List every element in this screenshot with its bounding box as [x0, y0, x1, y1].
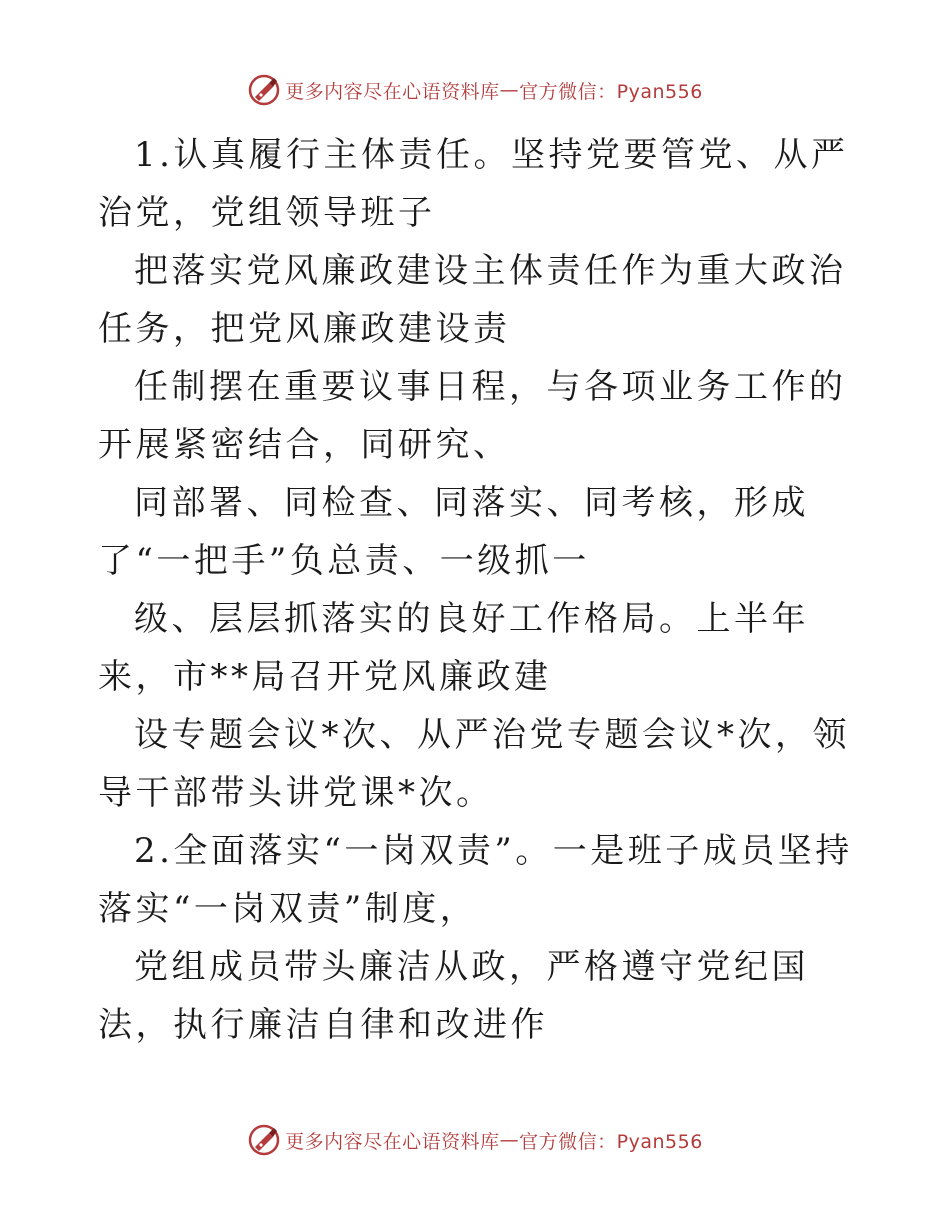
- pen-nib-logo-icon: [247, 1123, 281, 1157]
- paragraph: 2.全面落实“一岗双责”。一是班子成员坚持落实“一岗双责”制度，: [98, 831, 853, 929]
- banner-text: 更多内容尽在心语资料库: [285, 1130, 500, 1153]
- paragraph: 级、层层抓落实的良好工作格局。上半年来，市**局召开党风廉政建: [98, 599, 809, 697]
- paragraph: 1.认真履行主体责任。坚持党要管党、从严治党，党组领导班子: [98, 135, 849, 233]
- paragraph: 设专题会议*次、从严治党专题会议*次，领导干部带头讲党课*次。: [98, 715, 850, 813]
- banner-dash: —: [499, 1129, 520, 1151]
- paragraph: 把落实党风廉政建设主体责任作为重大政治任务，把党风廉政建设责: [98, 251, 847, 349]
- paragraph: 党组成员带头廉洁从政，严格遵守党纪国法，执行廉洁自律和改进作: [98, 947, 809, 1045]
- banner-wechat: 官方微信：Pyan556: [519, 80, 703, 103]
- paragraph: 任制摆在重要议事日程，与各项业务工作的开展紧密结合，同研究、: [98, 367, 847, 465]
- header-watermark-banner: [0, 70, 950, 110]
- banner-wechat: 官方微信：Pyan556: [519, 1130, 703, 1153]
- document-body: [98, 126, 858, 1054]
- pen-nib-logo-icon: [247, 73, 281, 107]
- banner-text: 更多内容尽在心语资料库: [285, 80, 500, 103]
- paragraph: 同部署、同检查、同落实、同考核，形成了“一把手”负总责、一级抓一: [98, 483, 809, 581]
- banner-dash: —: [499, 79, 520, 101]
- footer-watermark-banner: [0, 1120, 950, 1160]
